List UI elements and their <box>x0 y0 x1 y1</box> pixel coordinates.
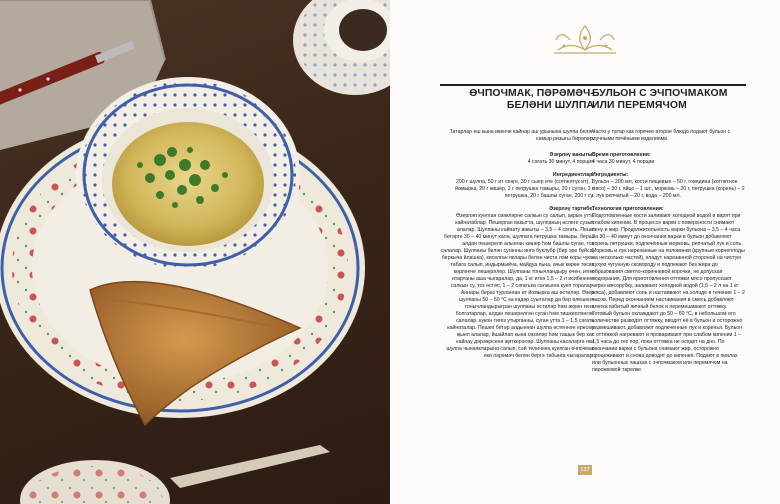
russian-recipe-column <box>592 88 746 378</box>
russian-ingredients: Бульон – 200 мл, кости пищевые – 50 г, говядина (котлетное мясо) – 30 г, яйцо – 1 шт., морковь – 20 г, петрушка (корень) – 2 г, лук репчатый – 20 г, вода – 200 мл. <box>592 179 745 199</box>
side-plate <box>20 460 170 504</box>
russian-ingredients-label: Ингредиенты: <box>592 172 629 178</box>
tatar-recipe-column <box>440 88 594 364</box>
russian-recipe-title: БУЛЬОН С ЭЧПОЧМАКОМ ИЛИ ПЕРЕМЯЧОМ <box>592 88 728 111</box>
tatar-recipe-title: ӨЧПОЧМАК, ПӘРӘМӘЧ-БЕЛӘНИ ШУЛПА <box>469 88 594 111</box>
tatar-ingredients-label: Ингредиентлар: <box>552 172 594 178</box>
spoon <box>170 445 330 488</box>
ornament-icon <box>550 20 620 60</box>
tatar-intro: Татарлар еш кына икенче кайнар аш урынына шулпа белән камыр ризыгы бирәләр. <box>449 129 594 142</box>
tatar-time-value: 4 сәгать 30 минут, 4 порция <box>527 159 594 165</box>
tatar-tech-text: Өзерләп куелган сөякләрне салкын су салып, акрын утта кайнатаблар. Пешерган вакытта, шулпаның өслеге сузып алалар. Шулпаны кайнату вакыты – 3,5 – 4 сәгать. Пеше бетәрге 30 – 40 минут кала, шулпага петрушка тамыры, бераз алдан пешерелп алынган кишер һәм башлы суган, тоз салалар. Шулпаны белән суганны ингә буклубр (бир эре буйса, беркыча йлашка), киселған яклары белән чиста ләм коры чуен табага салып, индырмыйча, майдуа пьна, ачык көрөн төскә көрләнче лешерәлер. Шулпаны тонычландыру өчен, итне итартаны аша чыгаралар, да, 1 кг иткә 1,5 – 2 л исибеннен салкын су, тоз өстәп, 1 – 2 сәгатька салкынга куеп торалар. Аннары бераз турланган ит йомырка аш өстиләр. Әзер шулпаны 50 – 60 °С ка кадәр суыталар да бер өлешенә тонычландырыгран шулпаны әстиләр һәм әкрен генә болгатарлар, алдан пешерелгән суган һәм тишкелләнгән салалар, кукон тигез утырганны, суган утта 1 – 1,5 сәгать кайнаталар. Пешеп бетәр алдыннан шулпа өстеннән ересен җыеп алалар, йшайлап кына сөзәләр һәм ташык бер кат кайнау дәрәҗәсенә җиткерәләр. Шулпаны касәләргә яки шулпа чынаякларына салып, сәй теличнең куелган өчпочмак яки пәрәмәч белән бергә табынга чыгаралар. <box>440 213 594 359</box>
page-number: 137 <box>578 465 592 475</box>
russian-tech-label: Технология приготовления: <box>592 206 664 212</box>
soup-bowl <box>76 77 300 273</box>
broth <box>112 122 264 246</box>
russian-time-label: Время приготовления: <box>592 152 651 158</box>
russian-intro: Часто у татар как горячее второе блюдо подают бульон с мучными печёными изделиями. <box>592 129 731 142</box>
tatar-tech-label: Әзерләү тәртибе: <box>549 206 594 212</box>
tatar-ingredients: 200 г шулпа, 50 г ит сеңге, 30 г сыер ите (сотпелтүк ит), 1 йомырка, 20 г кишер, 2 г петрушка тамыры, 20 г суган, 2 г петрушка, 20 г башлы суган, 200 г су. <box>455 179 594 199</box>
title-rule-left <box>440 84 594 86</box>
russian-tech-text: Подготовленные кости заливают холодной водой и варят при слабом кипении. В процессе варки с поверхности снимают пену и жир. Продолжительность варки бульона – 3,5 – 4 часа. За 30 – 40 минут до окончания варки в бульон добавляют корень петрушки, подпечённые морковь, репчатый лук и соль. Морковь и лук нарезанные на половинки (крупные корнеплоды на несколько частей), кладут нарезанной стороной на чистую сухую чугунную сковороду и подпекают без жира до образования светло-коричневой корочки, не допуская подгорания. Для приготовления оттяжки мясо пропускают через мясорубку, заливают холодной водой (1,5 – 2 л на 1 кг мяса), добавляют соль и настаивают на холоде в течение 1 – 2 часов. Перед окончанием настаивания в смесь добавляют слегка взбитый яичный белок и перемешивают оттяжку. Готовый бульон охлаждают до 50 – 60 °С, в небольшом его количестве разводят оттяжку, вводят её в бульон и осторожно размешивают, добавляют подпеченные лук и коренья. Бульон с оттяжкой нагревают и проваривают при слабом кипении 1 – 1,5 часа до тех пор, пока оттяжка не осядет на дно. По окончании варки с бульона снимают жир, осторожно процеживают и снова доводят до кипения. Подают в пиалах или бульонных чашках с эчпочмаком или перемячом на пирожковой тарелке. <box>592 213 745 373</box>
russian-time-value: 4 часа 30 минут, 4 порции <box>592 159 655 165</box>
title-rule-right <box>592 84 746 86</box>
tatar-time-label: Әзерләү вакыты: <box>549 152 594 158</box>
recipe-page <box>390 0 780 504</box>
teacup <box>293 0 390 95</box>
